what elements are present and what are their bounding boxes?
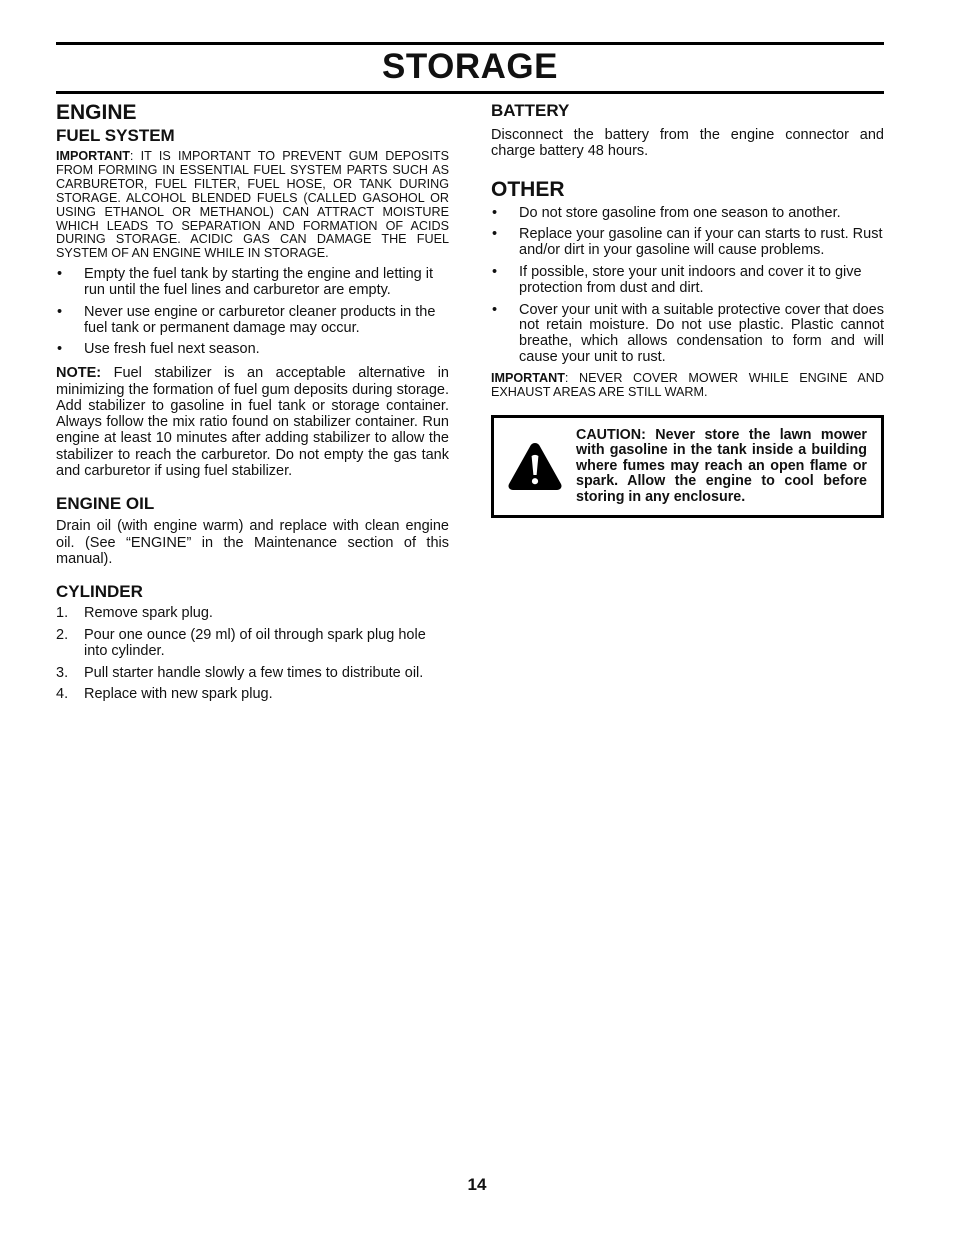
fuel-system-heading: FUEL SYSTEM xyxy=(56,126,175,145)
other-heading: OTHER xyxy=(491,177,565,201)
caution-box xyxy=(491,415,884,519)
important-label: IMPORTANT xyxy=(491,370,565,385)
warning-triangle-icon xyxy=(507,441,563,491)
cylinder-heading: CYLINDER xyxy=(56,582,143,602)
warning-triangle-icon xyxy=(494,441,576,491)
list-item: • Cover your unit with a suitable protective cover that does not retain moisture. Do not use plastic. Plastic cannot breathe, which allows condensation to form and will cause your unit to rust. xyxy=(492,301,884,365)
list-item: 3. Pull starter handle slowly a few times to distribute oil. xyxy=(56,664,424,681)
page-number: 14 xyxy=(467,1175,487,1194)
other-important xyxy=(491,372,884,400)
other-bullets xyxy=(491,206,884,366)
engine-heading: ENGINE xyxy=(56,101,137,124)
top-rule xyxy=(56,42,884,45)
page-title: STORAGE xyxy=(382,47,558,86)
engine-oil-heading: ENGINE OIL xyxy=(56,494,155,514)
cylinder-steps xyxy=(56,606,449,703)
list-item: 1. Remove spark plug. xyxy=(56,605,213,622)
list-item: • Use fresh fuel next season. xyxy=(57,341,260,358)
note-text: Fuel stabilizer is an acceptable alternative in minimizing the formation of fuel gum deposits during storage. Add stabilizer to gasoline in fuel tank or storage container. Always follow the mix ratio found on stabilizer container. Run engine at least 10 minutes after adding stabilizer to allow the stabilizer to reach the carburetor. Do not empty the gas tank and carburetor if using fuel stabilizer. xyxy=(56,365,449,480)
important-text: : IT IS IMPORTANT TO PREVENT GUM DEPOSITS FROM FORMING IN ESSENTIAL FUEL SYSTEM PARTS SUCH AS CARBURETOR, FUEL FILTER, FUEL HOSE, OR TANK DURING STORAGE. ALCOHOL BLENDED FUELS (CALLED GASOHOL OR USING ETHANOL OR METHANOL) CAN ATTRACT MOISTURE WHICH LEADS TO SEPARATION AND FORMATION OF ACIDS DURING STORAGE. ACIDIC GAS CAN DAMAGE THE FUEL SYSTEM OF AN ENGINE WHILE IN STORAGE. xyxy=(56,149,449,261)
fuel-system-important xyxy=(56,150,449,261)
list-item: 4. Replace with new spark plug. xyxy=(56,686,273,703)
caution-text: CAUTION: Never store the lawn mower with gasoline in the tank inside a building where fumes may reach an open flame or spark. Allow the engine to cool before storing in any enclosure. xyxy=(576,426,867,505)
important-label: IMPORTANT xyxy=(56,149,130,163)
list-item: 2. Pour one ounce (29 ml) of oil through spark plug hole into cylinder. xyxy=(56,627,426,659)
fuel-stabilizer-note xyxy=(56,365,449,479)
list-item: • Replace your gasoline can if your can starts to rust. Rust and/or dirt in your gasoline will cause problems. xyxy=(492,226,883,259)
important-text: : NEVER COVER MOWER WHILE ENGINE AND EXHAUST AREAS ARE STILL WARM. xyxy=(491,370,884,399)
battery-text: Disconnect the battery from the engine connector and charge battery 48 hours. xyxy=(491,127,884,160)
right-column xyxy=(491,100,884,518)
note-label: NOTE: xyxy=(56,365,102,382)
left-column xyxy=(56,100,449,703)
list-item: • Never use engine or carburetor cleaner products in the fuel tank or permanent damage may occur. xyxy=(57,303,436,336)
battery-heading: BATTERY xyxy=(491,101,570,120)
list-item: • If possible, store your unit indoors and cover it to give protection from dust and dirt. xyxy=(492,263,862,296)
fuel-system-bullets xyxy=(56,267,449,358)
list-item: • Do not store gasoline from one season to another. xyxy=(492,204,841,221)
engine-oil-text: Drain oil (with engine warm) and replace with clean engine oil. (See “ENGINE” in the Maintenance section of this manual). xyxy=(56,518,449,567)
list-item: • Empty the fuel tank by starting the engine and letting it run until the fuel lines and carburetor are empty. xyxy=(57,266,434,299)
title-underline xyxy=(56,91,884,94)
